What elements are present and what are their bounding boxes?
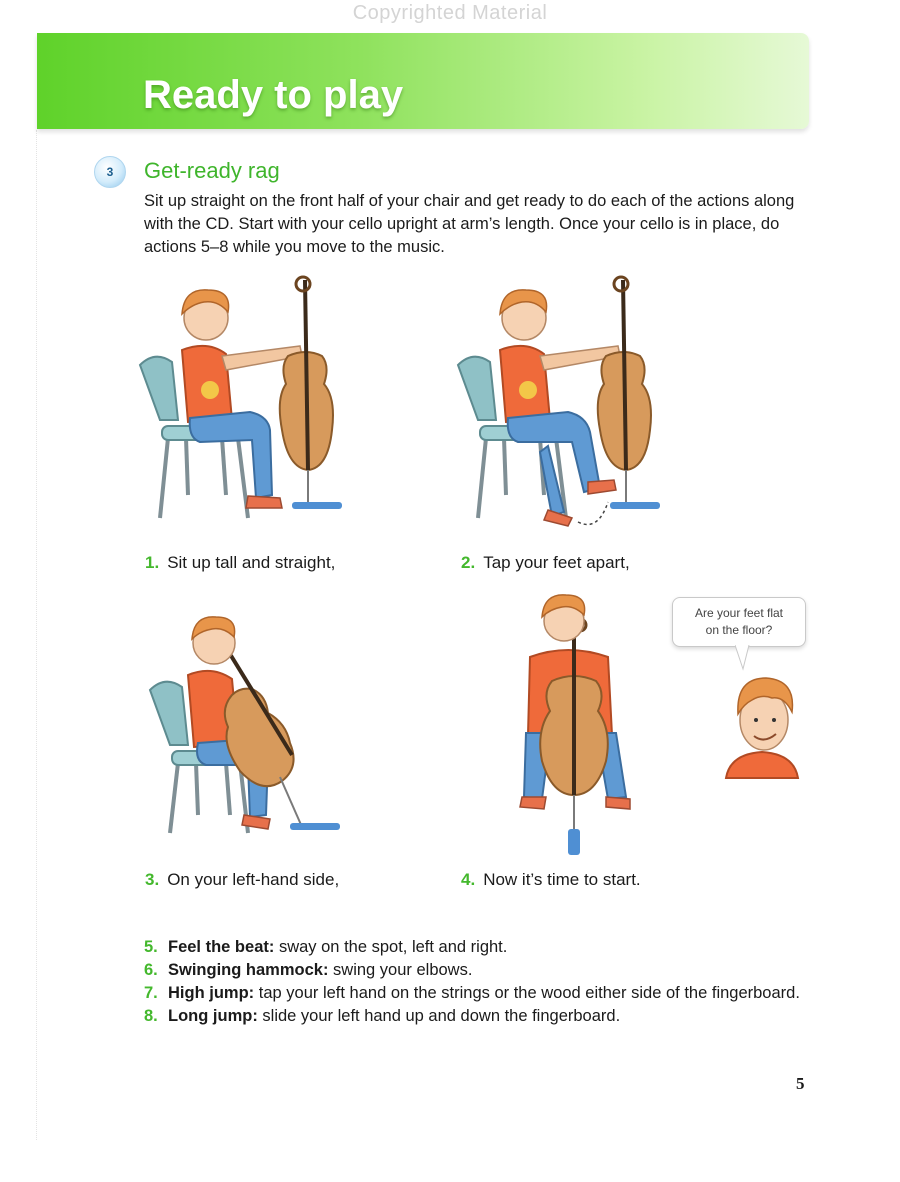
action-name: Feel the beat — [168, 938, 269, 956]
chair-back — [458, 357, 496, 420]
step-3-caption — [145, 870, 339, 890]
action-description: slide your left hand up and down the fingerboard. — [257, 1007, 621, 1025]
action-name: Long jump — [168, 1007, 253, 1025]
illustration-left-hand-side — [140, 605, 360, 855]
illustration-sit-up-straight — [130, 270, 370, 530]
action-item: 5. Feel the beat: sway on the spot, left and right. — [144, 936, 804, 959]
boy-shirt — [726, 752, 798, 778]
illustration-tap-feet-apart — [448, 270, 688, 540]
step-2-caption — [461, 553, 630, 573]
chair-shape — [160, 438, 248, 518]
action-name: High jump — [168, 984, 249, 1002]
step-text: Tap your feet apart, — [483, 553, 630, 572]
step-number: 1. — [145, 553, 160, 572]
section-title: Get-ready rag — [144, 158, 280, 183]
step-number: 3. — [145, 870, 160, 889]
page-edge-line — [36, 130, 37, 1140]
action-name: Swinging hammock — [168, 961, 323, 979]
rockstop — [292, 502, 342, 509]
action-description: tap your left hand on the strings or the wood either side of the fingerboard. — [254, 984, 800, 1002]
step-1-caption — [145, 553, 335, 573]
step-text: On your left-hand side, — [167, 870, 340, 889]
boy-legs — [190, 412, 272, 498]
actions-list — [144, 936, 804, 1028]
action-item: 7. High jump: tap your left hand on the strings or the wood either side of the fingerboard. — [144, 982, 804, 1005]
intro-paragraph: Sit up straight on the front half of your chair and get ready to do each of the actions along with the CD. Start with your cello upright at arm’s length. Once your cello is in place, do actions 5–8 while you move to the music. — [144, 192, 795, 256]
rockstop — [568, 829, 580, 855]
speech-bubble-tail — [735, 645, 755, 671]
step-number: 2. — [461, 553, 476, 572]
speech-bubble — [672, 597, 806, 647]
action-item: 8. Long jump: slide your left hand up and down the fingerboard. — [144, 1005, 804, 1028]
action-description: swing your elbows. — [328, 961, 473, 979]
copyright-watermark: Copyrighted Material — [352, 2, 548, 24]
rockstop — [610, 502, 660, 509]
action-description: sway on the spot, left and right. — [274, 938, 508, 956]
step-text: Now it’s time to start. — [483, 870, 641, 889]
chair-back — [150, 682, 188, 745]
page-title: Ready to play — [143, 73, 404, 117]
cd-track-badge: 3 — [94, 156, 126, 188]
illustration-ready-position — [508, 585, 648, 860]
chair-back — [140, 357, 178, 420]
action-number: 7. — [144, 984, 158, 1002]
speech-bubble-line-2: on the floor? — [705, 623, 773, 637]
speech-bubble-line-1: Are your feet flat — [694, 606, 784, 620]
page-number: 5 — [796, 1074, 805, 1093]
action-number: 8. — [144, 1007, 158, 1025]
step-text: Sit up tall and straight, — [167, 553, 336, 572]
step-4-caption — [461, 870, 641, 890]
movement-arrow — [578, 502, 608, 525]
action-number: 5. — [144, 938, 158, 956]
boy-portrait — [722, 670, 802, 780]
action-item: 6. Swinging hammock: swing your elbows. — [144, 959, 804, 982]
action-number: 6. — [144, 961, 158, 979]
step-number: 4. — [461, 870, 476, 889]
header-banner — [37, 33, 809, 129]
rockstop — [290, 823, 340, 830]
